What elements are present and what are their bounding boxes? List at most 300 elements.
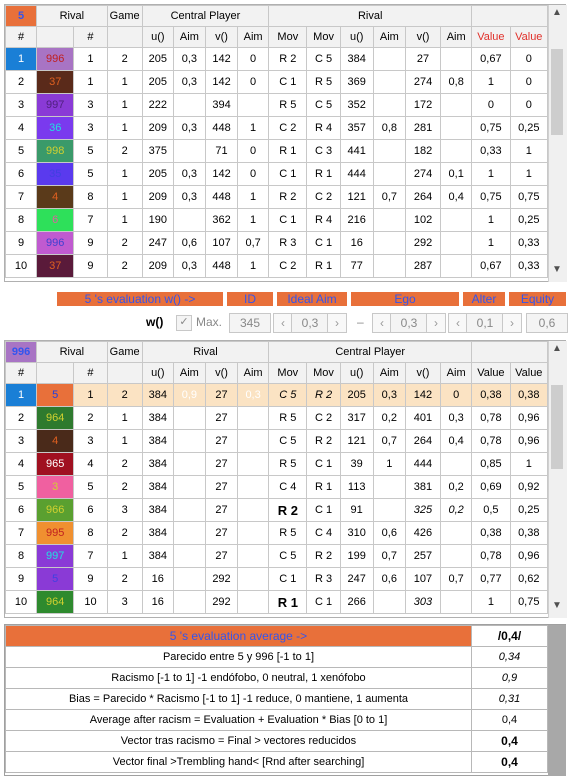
data-cell[interactable]: 27 bbox=[205, 545, 237, 568]
column-header[interactable]: Mov bbox=[307, 27, 340, 48]
data-cell[interactable] bbox=[441, 94, 472, 117]
data-cell[interactable]: 3 bbox=[74, 117, 107, 140]
data-cell[interactable]: 27 bbox=[205, 476, 237, 499]
row-number-cell[interactable]: 3 bbox=[6, 430, 37, 453]
ego-decrement-button[interactable]: ‹ bbox=[372, 313, 392, 333]
data-cell[interactable]: R 5 bbox=[269, 522, 307, 545]
data-cell[interactable]: R 2 bbox=[307, 430, 340, 453]
player-id-swatch[interactable]: 998 bbox=[37, 140, 74, 163]
data-cell[interactable]: 0,3 bbox=[173, 71, 205, 94]
data-cell[interactable]: 1 bbox=[107, 117, 142, 140]
row-number-cell[interactable]: 7 bbox=[6, 522, 37, 545]
player-id-swatch[interactable]: 964 bbox=[37, 591, 74, 614]
data-cell[interactable]: 303 bbox=[405, 591, 440, 614]
data-cell[interactable]: 2 bbox=[107, 140, 142, 163]
data-cell[interactable]: 274 bbox=[405, 163, 440, 186]
data-cell[interactable] bbox=[441, 591, 472, 614]
data-cell[interactable]: 448 bbox=[205, 117, 237, 140]
data-cell[interactable] bbox=[441, 255, 472, 278]
ego-input[interactable]: 0,3 bbox=[390, 313, 428, 333]
data-cell[interactable]: 3 bbox=[74, 430, 107, 453]
data-cell[interactable]: 1 bbox=[74, 48, 107, 71]
data-cell[interactable]: 0,67 bbox=[472, 48, 510, 71]
data-cell[interactable]: 444 bbox=[405, 453, 440, 476]
data-cell[interactable]: 27 bbox=[205, 407, 237, 430]
data-cell[interactable]: 107 bbox=[405, 568, 440, 591]
data-cell[interactable]: 0,77 bbox=[472, 568, 510, 591]
data-cell[interactable]: 317 bbox=[340, 407, 373, 430]
player-id-swatch[interactable]: 37 bbox=[37, 255, 74, 278]
player-id-swatch[interactable]: 996 bbox=[37, 48, 74, 71]
column-header[interactable]: Mov bbox=[269, 27, 307, 48]
data-cell[interactable]: 4 bbox=[74, 453, 107, 476]
data-cell[interactable]: 2 bbox=[107, 384, 142, 407]
table-row[interactable] bbox=[6, 48, 548, 71]
column-header[interactable]: Aim bbox=[238, 27, 269, 48]
data-cell[interactable]: 0,7 bbox=[373, 545, 405, 568]
data-cell[interactable]: 121 bbox=[340, 430, 373, 453]
data-cell[interactable]: 0,78 bbox=[472, 430, 510, 453]
data-cell[interactable]: 0,67 bbox=[472, 255, 510, 278]
data-cell[interactable]: 1 bbox=[107, 94, 142, 117]
data-cell[interactable] bbox=[441, 117, 472, 140]
data-cell[interactable] bbox=[238, 94, 269, 117]
table-row[interactable] bbox=[6, 476, 548, 499]
column-header[interactable]: Aim bbox=[238, 363, 269, 384]
data-cell[interactable] bbox=[441, 232, 472, 255]
data-cell[interactable] bbox=[441, 48, 472, 71]
data-cell[interactable]: 310 bbox=[340, 522, 373, 545]
player-id-swatch[interactable]: 35 bbox=[37, 163, 74, 186]
data-cell[interactable]: 384 bbox=[142, 453, 173, 476]
data-cell[interactable]: 0,1 bbox=[441, 163, 472, 186]
data-cell[interactable]: 39 bbox=[340, 453, 373, 476]
data-cell[interactable]: 0,4 bbox=[441, 430, 472, 453]
data-cell[interactable]: 384 bbox=[142, 522, 173, 545]
data-cell[interactable]: 0,38 bbox=[510, 522, 547, 545]
data-cell[interactable]: 0,2 bbox=[373, 407, 405, 430]
data-cell[interactable]: 0,3 bbox=[173, 255, 205, 278]
data-cell[interactable]: 384 bbox=[142, 407, 173, 430]
data-cell[interactable] bbox=[441, 140, 472, 163]
data-cell[interactable]: 0,3 bbox=[173, 163, 205, 186]
data-cell[interactable]: R 1 bbox=[307, 476, 340, 499]
data-cell[interactable]: 0,8 bbox=[373, 117, 405, 140]
column-header[interactable]: Aim bbox=[373, 27, 405, 48]
data-cell[interactable]: 369 bbox=[340, 71, 373, 94]
data-cell[interactable]: 0,92 bbox=[510, 476, 547, 499]
data-cell[interactable]: 0,3 bbox=[173, 117, 205, 140]
data-cell[interactable] bbox=[373, 591, 405, 614]
data-cell[interactable] bbox=[173, 568, 205, 591]
data-cell[interactable] bbox=[373, 476, 405, 499]
data-cell[interactable]: 10 bbox=[74, 591, 107, 614]
row-number-cell[interactable]: 9 bbox=[6, 232, 37, 255]
row-number-cell[interactable]: 6 bbox=[6, 163, 37, 186]
data-cell[interactable]: 384 bbox=[142, 430, 173, 453]
data-cell[interactable]: 190 bbox=[142, 209, 173, 232]
data-cell[interactable]: 1 bbox=[107, 545, 142, 568]
data-cell[interactable]: 27 bbox=[405, 48, 440, 71]
data-cell[interactable]: 102 bbox=[405, 209, 440, 232]
row-number-cell[interactable]: 1 bbox=[6, 384, 37, 407]
column-header[interactable]: Aim bbox=[173, 27, 205, 48]
data-cell[interactable]: 1 bbox=[107, 163, 142, 186]
data-cell[interactable]: 0,3 bbox=[238, 384, 269, 407]
data-cell[interactable]: C 1 bbox=[307, 591, 340, 614]
data-cell[interactable]: R 1 bbox=[307, 163, 340, 186]
data-cell[interactable]: C 2 bbox=[269, 117, 307, 140]
data-cell[interactable]: 0,78 bbox=[472, 545, 510, 568]
alter-decrement-button[interactable]: ‹ bbox=[448, 313, 468, 333]
data-cell[interactable]: 209 bbox=[142, 255, 173, 278]
data-cell[interactable]: 1 bbox=[472, 71, 510, 94]
data-cell[interactable]: 205 bbox=[142, 48, 173, 71]
data-cell[interactable] bbox=[173, 522, 205, 545]
data-cell[interactable]: 0,25 bbox=[510, 117, 547, 140]
data-cell[interactable]: 264 bbox=[405, 186, 440, 209]
data-cell[interactable]: 384 bbox=[142, 499, 173, 522]
data-cell[interactable]: 91 bbox=[340, 499, 373, 522]
data-cell[interactable]: 257 bbox=[405, 545, 440, 568]
column-header[interactable]: Aim bbox=[173, 363, 205, 384]
table-row[interactable] bbox=[6, 140, 548, 163]
data-cell[interactable]: 216 bbox=[340, 209, 373, 232]
column-header[interactable]: Aim bbox=[373, 363, 405, 384]
column-header[interactable]: u() bbox=[340, 363, 373, 384]
data-cell[interactable]: 142 bbox=[205, 163, 237, 186]
table-row[interactable] bbox=[6, 232, 548, 255]
column-header[interactable]: # bbox=[6, 27, 37, 48]
column-header[interactable]: u() bbox=[142, 27, 173, 48]
data-cell[interactable]: R 2 bbox=[269, 499, 307, 522]
data-cell[interactable]: R 5 bbox=[269, 453, 307, 476]
data-cell[interactable]: 394 bbox=[205, 94, 237, 117]
table-row[interactable] bbox=[6, 499, 548, 522]
data-cell[interactable]: R 2 bbox=[307, 384, 340, 407]
player-id-swatch[interactable]: 3 bbox=[37, 476, 74, 499]
data-cell[interactable]: 113 bbox=[340, 476, 373, 499]
data-cell[interactable]: C 2 bbox=[307, 186, 340, 209]
data-cell[interactable]: 357 bbox=[340, 117, 373, 140]
table-row[interactable] bbox=[6, 591, 548, 614]
data-cell[interactable]: 2 bbox=[107, 522, 142, 545]
data-cell[interactable]: 281 bbox=[405, 117, 440, 140]
data-cell[interactable]: R 2 bbox=[269, 186, 307, 209]
data-cell[interactable]: 0,78 bbox=[472, 407, 510, 430]
data-cell[interactable]: R 5 bbox=[307, 71, 340, 94]
player-id-swatch[interactable]: 996 bbox=[37, 232, 74, 255]
data-cell[interactable]: 401 bbox=[405, 407, 440, 430]
data-cell[interactable]: 0,7 bbox=[238, 232, 269, 255]
data-cell[interactable]: 142 bbox=[205, 48, 237, 71]
data-cell[interactable]: 0,38 bbox=[510, 384, 547, 407]
scrollbar-thumb[interactable] bbox=[551, 385, 563, 469]
table-row[interactable] bbox=[6, 94, 548, 117]
data-cell[interactable]: 205 bbox=[142, 71, 173, 94]
data-cell[interactable] bbox=[238, 430, 269, 453]
data-cell[interactable]: 6 bbox=[74, 499, 107, 522]
data-cell[interactable] bbox=[173, 453, 205, 476]
data-cell[interactable]: 3 bbox=[107, 499, 142, 522]
ideal-decrement-button[interactable]: ‹ bbox=[273, 313, 293, 333]
data-cell[interactable]: 0,75 bbox=[510, 186, 547, 209]
data-cell[interactable]: 16 bbox=[142, 568, 173, 591]
data-cell[interactable]: 0,7 bbox=[373, 430, 405, 453]
data-cell[interactable]: C 1 bbox=[307, 232, 340, 255]
data-cell[interactable]: 426 bbox=[405, 522, 440, 545]
data-cell[interactable]: 384 bbox=[142, 476, 173, 499]
scrollbar-thumb[interactable] bbox=[551, 49, 563, 135]
equity-input[interactable]: 0,6 bbox=[526, 313, 568, 333]
data-cell[interactable] bbox=[173, 430, 205, 453]
data-cell[interactable] bbox=[173, 407, 205, 430]
data-cell[interactable] bbox=[373, 94, 405, 117]
vertical-scrollbar[interactable] bbox=[548, 341, 567, 618]
data-cell[interactable]: 0,69 bbox=[472, 476, 510, 499]
data-cell[interactable]: 0,6 bbox=[373, 568, 405, 591]
data-cell[interactable]: C 5 bbox=[307, 48, 340, 71]
data-cell[interactable] bbox=[238, 407, 269, 430]
row-number-cell[interactable]: 2 bbox=[6, 407, 37, 430]
data-cell[interactable]: 209 bbox=[142, 117, 173, 140]
data-cell[interactable]: 5 bbox=[74, 163, 107, 186]
row-number-cell[interactable]: 6 bbox=[6, 499, 37, 522]
data-cell[interactable] bbox=[373, 209, 405, 232]
data-cell[interactable]: R 1 bbox=[269, 591, 307, 614]
data-cell[interactable]: 0,96 bbox=[510, 407, 547, 430]
data-cell[interactable]: 27 bbox=[205, 522, 237, 545]
data-cell[interactable]: 0,3 bbox=[173, 186, 205, 209]
data-cell[interactable]: 27 bbox=[205, 499, 237, 522]
data-cell[interactable]: 0,38 bbox=[472, 384, 510, 407]
data-cell[interactable]: 448 bbox=[205, 186, 237, 209]
row-number-cell[interactable]: 1 bbox=[6, 48, 37, 71]
data-cell[interactable]: 8 bbox=[74, 186, 107, 209]
player-id-swatch[interactable]: 4 bbox=[37, 430, 74, 453]
vertical-scrollbar[interactable] bbox=[548, 5, 567, 282]
data-cell[interactable]: 172 bbox=[405, 94, 440, 117]
player-id-swatch[interactable]: 5 bbox=[37, 568, 74, 591]
alter-increment-button[interactable]: › bbox=[502, 313, 522, 333]
table-row[interactable] bbox=[6, 384, 548, 407]
data-cell[interactable]: 0,25 bbox=[510, 499, 547, 522]
data-cell[interactable]: 0,62 bbox=[510, 568, 547, 591]
data-cell[interactable]: 2 bbox=[107, 476, 142, 499]
data-cell[interactable] bbox=[238, 499, 269, 522]
data-cell[interactable]: 0 bbox=[510, 48, 547, 71]
column-header[interactable]: v() bbox=[205, 27, 237, 48]
data-cell[interactable]: 142 bbox=[405, 384, 440, 407]
data-cell[interactable]: C 1 bbox=[307, 453, 340, 476]
data-cell[interactable]: 375 bbox=[142, 140, 173, 163]
column-header[interactable]: # bbox=[74, 363, 107, 384]
column-header[interactable]: # bbox=[6, 363, 37, 384]
data-cell[interactable]: 0,3 bbox=[173, 48, 205, 71]
data-cell[interactable]: 0,85 bbox=[472, 453, 510, 476]
column-header[interactable]: v() bbox=[405, 363, 440, 384]
column-header[interactable]: Mov bbox=[307, 363, 340, 384]
data-cell[interactable]: 1 bbox=[510, 163, 547, 186]
data-cell[interactable]: 0,25 bbox=[510, 209, 547, 232]
row-number-cell[interactable]: 8 bbox=[6, 545, 37, 568]
data-cell[interactable]: 0,3 bbox=[441, 407, 472, 430]
data-cell[interactable]: 0,96 bbox=[510, 430, 547, 453]
data-cell[interactable]: 8 bbox=[74, 522, 107, 545]
table-row[interactable] bbox=[6, 430, 548, 453]
data-cell[interactable]: C 5 bbox=[269, 430, 307, 453]
data-cell[interactable]: R 3 bbox=[307, 568, 340, 591]
data-cell[interactable]: 27 bbox=[205, 430, 237, 453]
data-cell[interactable]: 0,38 bbox=[472, 522, 510, 545]
data-cell[interactable] bbox=[373, 163, 405, 186]
data-cell[interactable] bbox=[441, 522, 472, 545]
row-number-cell[interactable]: 10 bbox=[6, 255, 37, 278]
data-cell[interactable]: 1 bbox=[238, 209, 269, 232]
data-cell[interactable]: 1 bbox=[510, 453, 547, 476]
data-cell[interactable]: 1 bbox=[107, 186, 142, 209]
player-id-swatch[interactable]: 965 bbox=[37, 453, 74, 476]
data-cell[interactable]: 0,96 bbox=[510, 545, 547, 568]
table-row[interactable] bbox=[6, 255, 548, 278]
data-cell[interactable]: C 4 bbox=[269, 476, 307, 499]
data-cell[interactable]: R 5 bbox=[269, 94, 307, 117]
data-cell[interactable]: 444 bbox=[340, 163, 373, 186]
data-cell[interactable]: 7 bbox=[74, 545, 107, 568]
data-cell[interactable]: C 4 bbox=[307, 522, 340, 545]
row-number-cell[interactable]: 9 bbox=[6, 568, 37, 591]
column-header[interactable]: u() bbox=[142, 363, 173, 384]
ideal-increment-button[interactable]: › bbox=[327, 313, 347, 333]
data-cell[interactable]: 2 bbox=[74, 407, 107, 430]
data-cell[interactable]: 9 bbox=[74, 255, 107, 278]
data-cell[interactable]: 287 bbox=[405, 255, 440, 278]
data-cell[interactable]: 292 bbox=[205, 591, 237, 614]
data-cell[interactable] bbox=[373, 255, 405, 278]
data-cell[interactable]: 9 bbox=[74, 232, 107, 255]
data-cell[interactable] bbox=[373, 232, 405, 255]
row-number-cell[interactable]: 8 bbox=[6, 209, 37, 232]
data-cell[interactable] bbox=[238, 522, 269, 545]
data-cell[interactable] bbox=[173, 140, 205, 163]
data-cell[interactable]: 352 bbox=[340, 94, 373, 117]
data-cell[interactable]: 1 bbox=[107, 430, 142, 453]
data-cell[interactable]: 1 bbox=[74, 384, 107, 407]
table-row[interactable] bbox=[6, 545, 548, 568]
player-id-swatch[interactable]: 966 bbox=[37, 499, 74, 522]
data-cell[interactable]: 0 bbox=[510, 94, 547, 117]
column-header[interactable]: Value bbox=[510, 27, 547, 48]
data-cell[interactable]: 27 bbox=[205, 384, 237, 407]
data-cell[interactable]: 1 bbox=[472, 232, 510, 255]
data-cell[interactable]: 0,75 bbox=[510, 591, 547, 614]
data-cell[interactable] bbox=[373, 48, 405, 71]
ideal-aim-input[interactable]: 0,3 bbox=[291, 313, 329, 333]
data-cell[interactable]: C 2 bbox=[307, 407, 340, 430]
data-cell[interactable]: 16 bbox=[340, 232, 373, 255]
data-cell[interactable]: C 1 bbox=[269, 71, 307, 94]
data-cell[interactable] bbox=[173, 545, 205, 568]
data-cell[interactable]: 247 bbox=[340, 568, 373, 591]
data-cell[interactable]: C 3 bbox=[307, 140, 340, 163]
data-cell[interactable]: 0,33 bbox=[510, 255, 547, 278]
data-cell[interactable]: 1 bbox=[74, 71, 107, 94]
scroll-down-icon[interactable]: ▼ bbox=[552, 264, 562, 275]
data-cell[interactable]: R 4 bbox=[307, 117, 340, 140]
column-header[interactable] bbox=[107, 363, 142, 384]
data-cell[interactable]: 0,8 bbox=[441, 71, 472, 94]
row-number-cell[interactable]: 3 bbox=[6, 94, 37, 117]
row-number-cell[interactable]: 5 bbox=[6, 476, 37, 499]
data-cell[interactable]: 5 bbox=[74, 476, 107, 499]
data-cell[interactable]: 0 bbox=[238, 48, 269, 71]
row-number-cell[interactable]: 2 bbox=[6, 71, 37, 94]
data-cell[interactable]: 121 bbox=[340, 186, 373, 209]
alter-input[interactable]: 0,1 bbox=[466, 313, 504, 333]
data-cell[interactable]: 142 bbox=[205, 71, 237, 94]
table-row[interactable] bbox=[6, 522, 548, 545]
data-cell[interactable]: R 2 bbox=[269, 48, 307, 71]
data-cell[interactable]: 381 bbox=[405, 476, 440, 499]
data-cell[interactable]: 0,9 bbox=[173, 384, 205, 407]
data-cell[interactable]: 0,75 bbox=[472, 117, 510, 140]
data-cell[interactable]: 292 bbox=[405, 232, 440, 255]
data-cell[interactable]: 107 bbox=[205, 232, 237, 255]
data-cell[interactable]: 0,2 bbox=[441, 476, 472, 499]
player-id-swatch[interactable]: 6 bbox=[37, 209, 74, 232]
data-cell[interactable]: 0,6 bbox=[373, 522, 405, 545]
data-cell[interactable]: 247 bbox=[142, 232, 173, 255]
player-id-swatch[interactable]: 37 bbox=[37, 71, 74, 94]
data-cell[interactable]: 0 bbox=[441, 384, 472, 407]
data-cell[interactable]: 2 bbox=[107, 453, 142, 476]
data-cell[interactable]: R 5 bbox=[269, 407, 307, 430]
data-cell[interactable]: C 1 bbox=[307, 499, 340, 522]
data-cell[interactable] bbox=[373, 499, 405, 522]
data-cell[interactable]: 1 bbox=[107, 209, 142, 232]
max-checkbox[interactable]: ✓ bbox=[176, 315, 192, 331]
table-row[interactable] bbox=[6, 186, 548, 209]
table-row[interactable] bbox=[6, 407, 548, 430]
column-header[interactable]: Value bbox=[472, 363, 510, 384]
data-cell[interactable] bbox=[173, 94, 205, 117]
data-cell[interactable]: R 1 bbox=[269, 140, 307, 163]
column-header[interactable] bbox=[37, 363, 74, 384]
data-cell[interactable]: 384 bbox=[142, 384, 173, 407]
data-cell[interactable]: 2 bbox=[107, 568, 142, 591]
column-header[interactable]: v() bbox=[405, 27, 440, 48]
data-cell[interactable] bbox=[238, 476, 269, 499]
data-cell[interactable]: 1 bbox=[238, 186, 269, 209]
data-cell[interactable] bbox=[173, 209, 205, 232]
column-header[interactable]: Aim bbox=[441, 27, 472, 48]
scroll-up-icon[interactable]: ▲ bbox=[552, 7, 562, 18]
data-cell[interactable]: 448 bbox=[205, 255, 237, 278]
data-cell[interactable]: 1 bbox=[238, 117, 269, 140]
table-row[interactable] bbox=[6, 71, 548, 94]
row-number-cell[interactable]: 4 bbox=[6, 117, 37, 140]
player-id-swatch[interactable]: 997 bbox=[37, 94, 74, 117]
data-cell[interactable]: R 1 bbox=[307, 255, 340, 278]
data-cell[interactable] bbox=[373, 71, 405, 94]
data-cell[interactable] bbox=[238, 545, 269, 568]
scroll-down-icon[interactable]: ▼ bbox=[552, 600, 562, 611]
data-cell[interactable]: C 5 bbox=[269, 545, 307, 568]
data-cell[interactable]: C 5 bbox=[269, 384, 307, 407]
data-cell[interactable]: 1 bbox=[373, 453, 405, 476]
column-header[interactable]: Value bbox=[472, 27, 510, 48]
data-cell[interactable]: C 5 bbox=[307, 94, 340, 117]
